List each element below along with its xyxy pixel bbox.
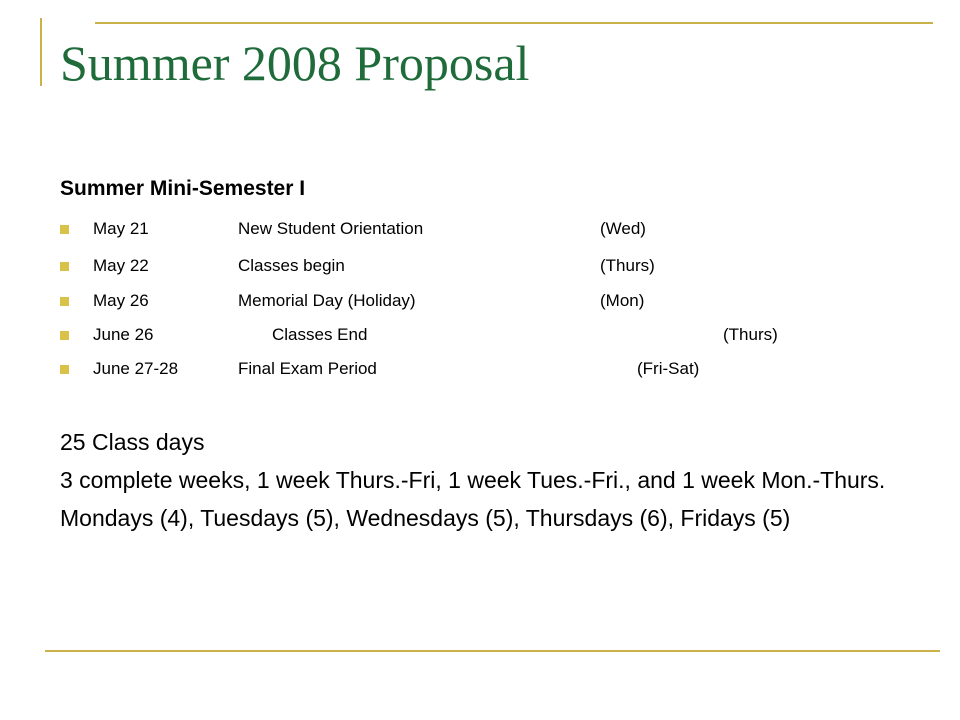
schedule-day: (Thurs) xyxy=(600,256,655,275)
top-rule xyxy=(95,22,933,24)
schedule-day: (Fri-Sat) xyxy=(637,359,700,378)
class-days-line: 25 Class days xyxy=(60,429,205,455)
schedule-event: Memorial Day (Holiday) xyxy=(238,291,416,310)
schedule-day: (Wed) xyxy=(600,219,646,238)
schedule-date: May 22 xyxy=(93,256,149,275)
schedule-event: Classes begin xyxy=(238,256,345,275)
schedule-event: Classes End xyxy=(272,325,368,344)
weekday-counts: Mondays (4), Tuesdays (5), Wednesdays (5), Thursdays (6), Fridays (5) xyxy=(60,505,791,531)
bullet-icon xyxy=(60,225,69,234)
schedule-item xyxy=(60,291,860,315)
schedule-event: New Student Orientation xyxy=(238,219,424,238)
schedule-item xyxy=(60,219,860,243)
weeks-breakdown: 3 complete weeks, 1 week Thurs.-Fri, 1 week Tues.-Fri., and 1 week Mon.-Thurs. xyxy=(60,467,886,493)
left-rule xyxy=(40,18,42,86)
schedule-date: May 21 xyxy=(93,219,149,238)
bullet-icon xyxy=(60,262,69,271)
schedule-date: May 26 xyxy=(93,291,149,310)
summary-text xyxy=(60,425,910,535)
section-heading: Summer Mini-Semester I xyxy=(60,177,306,200)
schedule-event: Final Exam Period xyxy=(238,359,377,378)
bottom-rule xyxy=(45,650,940,652)
schedule-day: (Mon) xyxy=(600,291,645,310)
schedule-item xyxy=(60,256,860,280)
schedule-item xyxy=(60,325,860,349)
schedule-item xyxy=(60,359,860,383)
schedule-date: June 27-28 xyxy=(93,359,179,378)
bullet-icon xyxy=(60,331,69,340)
schedule-day: (Thurs) xyxy=(723,325,778,344)
schedule-date: June 26 xyxy=(93,325,154,344)
slide-title: Summer 2008 Proposal xyxy=(60,35,530,91)
bullet-icon xyxy=(60,297,69,306)
bullet-icon xyxy=(60,365,69,374)
